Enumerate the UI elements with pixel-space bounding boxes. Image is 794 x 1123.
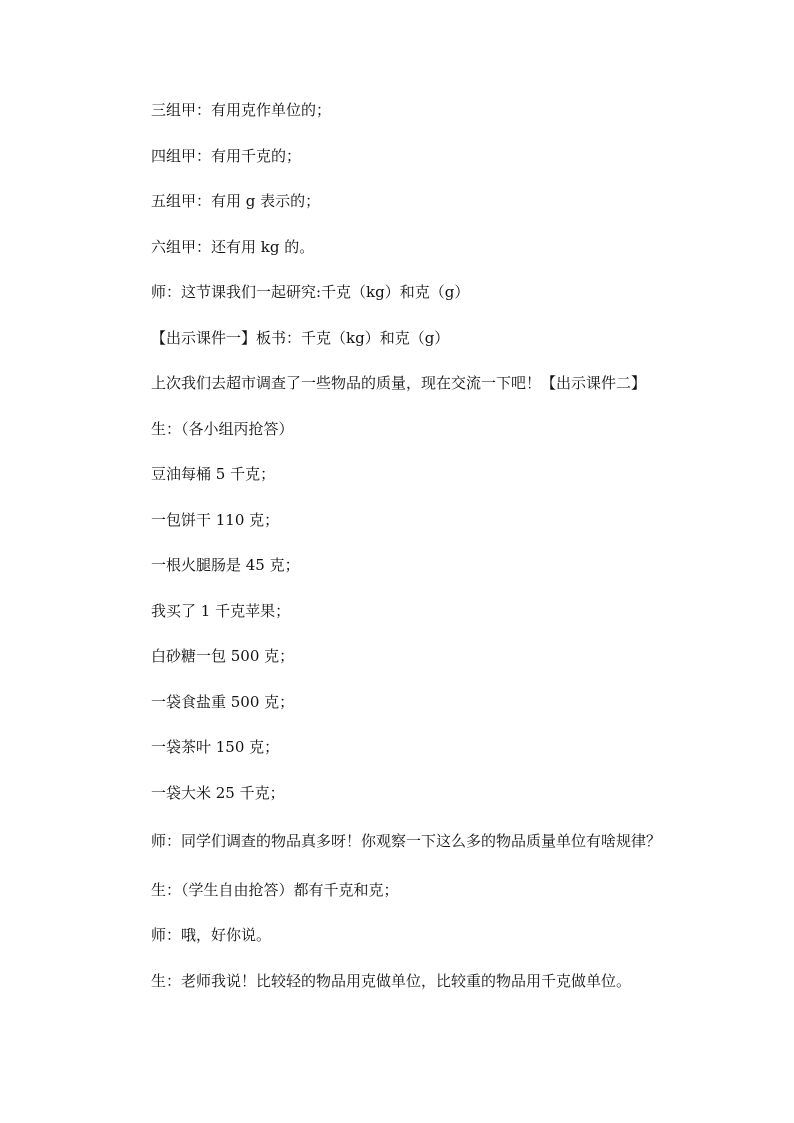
paragraph-student-free-answer: 生：（学生自由抢答）都有千克和克； [151,880,399,899]
paragraph-supermarket-survey: 上次我们去超市调查了一些物品的质量，现在交流一下吧！【出示课件二】 [151,374,647,392]
paragraph-group-5: 五组甲：有用 g 表示的； [151,192,321,210]
item-apples: 我买了 1 千克苹果； [151,601,291,620]
paragraph-student-conclusion: 生：老师我说！比较轻的物品用克做单位，比较重的物品用千克做单位。 [151,971,632,990]
paragraph-group-6: 六组甲：还有用 kg 的。 [151,237,315,256]
item-tea: 一袋茶叶 150 克； [151,738,280,756]
item-ham-sausage: 一根火腿肠是 45 克； [151,556,300,574]
item-soy-oil: 豆油每桶 5 千克； [151,465,276,483]
item-biscuits: 一包饼干 110 克； [151,510,280,529]
item-sugar: 白砂糖一包 500 克； [151,647,295,665]
document-body [120,100,680,992]
paragraph-student-answer: 生：（各小组丙抢答） [151,419,294,438]
paragraph-teacher-question: 师：同学们调查的物品真多呀！你观察一下这么多的物品质量单位有啥规律？ [151,832,662,850]
paragraph-group-3: 三组甲：有用克作单位的； [151,101,332,119]
paragraph-group-4: 四组甲：有用千克的； [151,146,302,165]
item-salt: 一袋食盐重 500 克； [151,692,295,711]
item-rice: 一袋大米 25 千克； [151,783,285,802]
paragraph-board-writing: 【出示课件一】板书：千克（kg）和克（g） [151,328,450,347]
paragraph-teacher-topic: 师：这节课我们一起研究:千克（kg）和克（g） [151,283,470,301]
paragraph-teacher-response: 师：哦，好你说。 [151,926,272,944]
